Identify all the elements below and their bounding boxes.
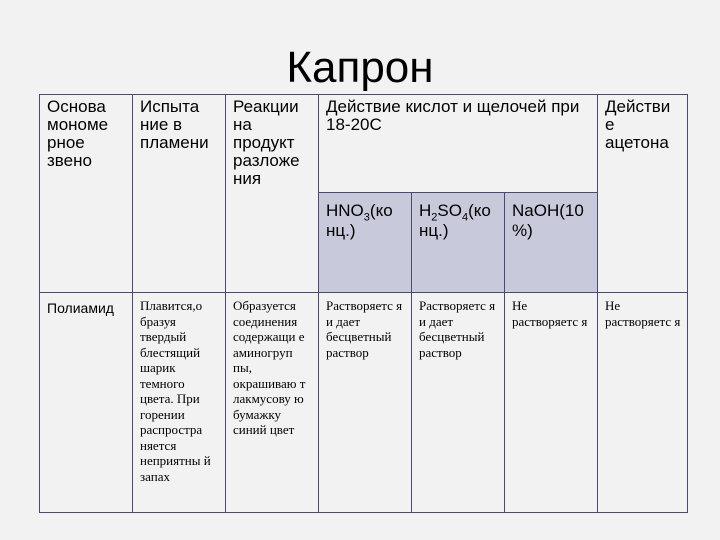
- header-acetone: Действи е ацетона: [598, 95, 688, 293]
- header-monomer: Основа мономе рное звено: [40, 95, 133, 293]
- table-row: [40, 293, 688, 513]
- cell-decomposition: Образуется соединения содержащи е аминогруп пы, окрашиваю т лакмусову ю бумажку синий цвет: [226, 293, 319, 513]
- cell-naoh: Не растворяетс я: [505, 293, 598, 513]
- properties-table: [39, 94, 688, 513]
- cell-monomer: Полиамид: [40, 293, 133, 513]
- cell-flame-test: Плавится,о бразуя твердый блестящий шарик темного цвета. При горении распростра няется неприятны й запах: [133, 293, 226, 513]
- header-acids-alkalis: Действие кислот и щелочей при 18-20С: [319, 95, 598, 193]
- header-decomposition: Реакции на продукт разложе ния: [226, 95, 319, 293]
- cell-hno3: Растворяетс я и дает бесцветный раствор: [319, 293, 412, 513]
- slide-title: Капрон: [286, 43, 434, 92]
- header-flame-test: Испыта ние в пламени: [133, 95, 226, 293]
- cell-acetone: Не растворяетс я: [598, 293, 688, 513]
- cell-h2so4: Растворяетс я и дает бесцветный раствор: [412, 293, 505, 513]
- subheader-h2so4: $H_2SO_4(ко$ нц.): [412, 193, 505, 293]
- header-row: [40, 95, 688, 193]
- subheader-hno3: $HNO_3(ко$ нц.): [319, 193, 412, 293]
- subheader-naoh: NaOH(10 %): [505, 193, 598, 293]
